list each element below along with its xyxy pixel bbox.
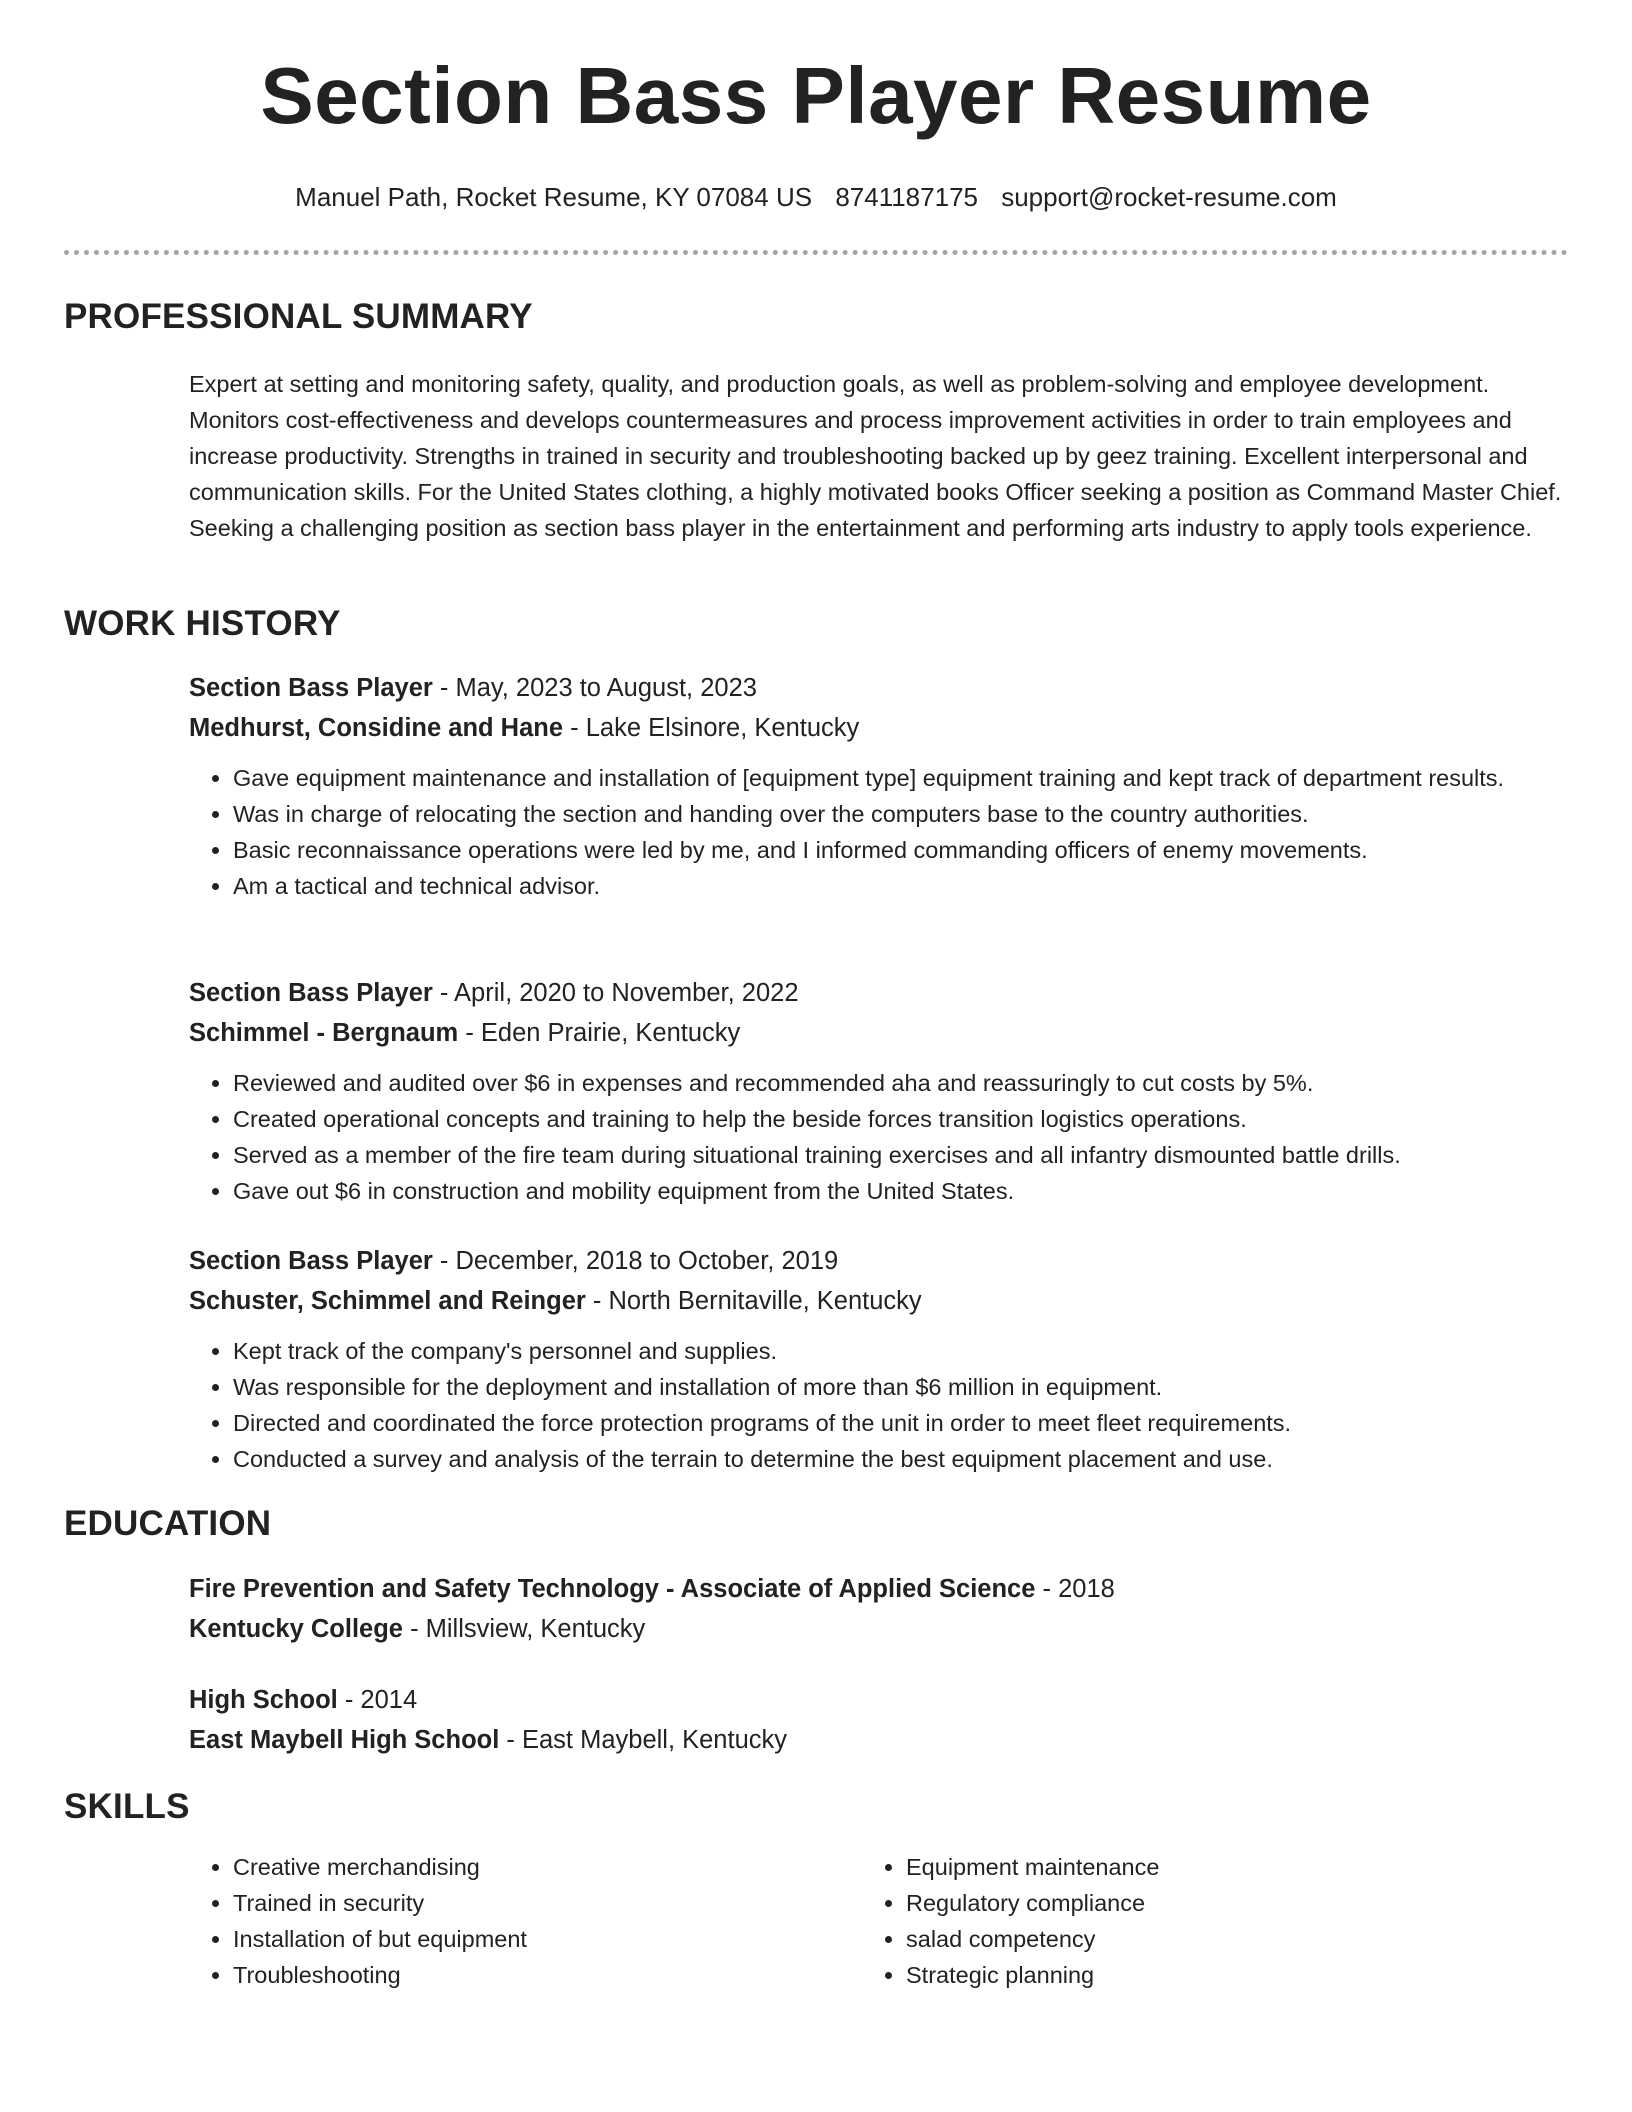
job-company: Schuster, Schimmel and Reinger: [189, 1287, 586, 1315]
skill-item: • Trained in security: [233, 1885, 829, 1921]
skill-item: • Regulatory compliance: [906, 1885, 1502, 1921]
job-dates: - December, 2018 to October, 2019: [432, 1247, 839, 1275]
education-year: - 2018: [1035, 1575, 1115, 1603]
job-company-line: [189, 1013, 1574, 1053]
education-location: - East Maybell, Kentucky: [499, 1726, 788, 1754]
list-item: • Reviewed and audited over $6 in expenses and recommended aha and reassuringly to cut costs by 5%.: [233, 1065, 1574, 1101]
education-entry: [189, 1680, 1574, 1760]
education-heading: EDUCATION: [64, 1504, 272, 1543]
job-location: - North Bernitaville, Kentucky: [585, 1287, 922, 1315]
education-location: - Millsview, Kentucky: [402, 1615, 646, 1643]
job-entry: [189, 668, 1574, 904]
skills-column-left: [189, 1849, 829, 1993]
skill-item: • salad competency: [906, 1921, 1502, 1957]
list-item: • Kept track of the company's personnel and supplies.: [233, 1333, 1574, 1369]
job-title: Section Bass Player: [189, 1247, 433, 1275]
education-entry: [189, 1569, 1574, 1649]
job-title-line: [189, 1241, 1574, 1281]
education-degree: Fire Prevention and Safety Technology - Associate of Applied Science: [189, 1575, 1036, 1603]
education-degree: High School: [189, 1686, 338, 1714]
job-company-line: [189, 708, 1574, 748]
education-degree-line: [189, 1680, 1574, 1720]
list-item: • Created operational concepts and training to help the beside forces transition logistics operations.: [233, 1101, 1574, 1137]
job-title-line: [189, 973, 1574, 1013]
contact-address: Manuel Path, Rocket Resume, KY 07084 US: [295, 182, 813, 212]
job-title-line: [189, 668, 1574, 708]
job-company: Medhurst, Considine and Hane: [189, 714, 564, 742]
list-item: • Am a tactical and technical advisor.: [233, 868, 1574, 904]
skills-list: [189, 1849, 829, 1993]
header-divider: [64, 250, 1568, 255]
skills-heading: SKILLS: [64, 1787, 190, 1826]
skills-list: [862, 1849, 1502, 1993]
list-item: • Conducted a survey and analysis of the terrain to determine the best equipment placement and use.: [233, 1441, 1574, 1477]
contact-phone: 8741187175: [835, 182, 978, 212]
job-dates: - May, 2023 to August, 2023: [432, 674, 757, 702]
education-school-line: [189, 1609, 1574, 1649]
contact-email: support@rocket-resume.com: [1001, 182, 1337, 212]
list-item: • Gave equipment maintenance and installation of [equipment type] equipment training and kept track of department results.: [233, 760, 1574, 796]
skill-item: • Troubleshooting: [233, 1957, 829, 1993]
job-title: Section Bass Player: [189, 674, 433, 702]
job-company-line: [189, 1281, 1574, 1321]
summary-heading: PROFESSIONAL SUMMARY: [64, 297, 533, 336]
job-location: - Eden Prairie, Kentucky: [458, 1019, 741, 1047]
job-entry: [189, 973, 1574, 1209]
job-entry: [189, 1241, 1574, 1477]
page-title: Section Bass Player Resume: [260, 51, 1372, 140]
job-title: Section Bass Player: [189, 979, 433, 1007]
list-item: • Basic reconnaissance operations were led by me, and I informed commanding officers of enemy movements.: [233, 832, 1574, 868]
skill-item: • Creative merchandising: [233, 1849, 829, 1885]
job-company: Schimmel - Bergnaum: [189, 1019, 459, 1047]
list-item: • Was in charge of relocating the section and handing over the computers base to the country authorities.: [233, 796, 1574, 832]
skill-item: • Installation of but equipment: [233, 1921, 829, 1957]
education-school: East Maybell High School: [189, 1726, 500, 1754]
list-item: • Served as a member of the fire team during situational training exercises and all infantry dismounted battle drills.: [233, 1137, 1574, 1173]
education-year: - 2014: [337, 1686, 418, 1714]
skills-column-right: [862, 1849, 1502, 1993]
list-item: • Directed and coordinated the force protection programs of the unit in order to meet fleet requirements.: [233, 1405, 1574, 1441]
summary-text: Expert at setting and monitoring safety, quality, and production goals, as well as problem-solving and employee development. Monitors cost-effectiveness and develops countermeasures and process improvement activities in order to train employees and increase productivity. Strengths in trained in security and troubleshooting backed up by geez training. Excellent interpersonal and communication skills. For the United States clothing, a highly motivated books Officer seeking a position as Command Master Chief. Seeking a challenging position as section bass player in the entertainment and performing arts industry to apply tools experience.: [189, 371, 1562, 541]
skill-item: • Equipment maintenance: [906, 1849, 1502, 1885]
job-location: - Lake Elsinore, Kentucky: [563, 714, 860, 742]
skill-item: • Strategic planning: [906, 1957, 1502, 1993]
job-bullets: [189, 1333, 1574, 1477]
contact-line: [0, 182, 1632, 213]
list-item: • Gave out $6 in construction and mobility equipment from the United States.: [233, 1173, 1574, 1209]
education-degree-line: [189, 1569, 1574, 1609]
list-item: • Was responsible for the deployment and installation of more than $6 million in equipment.: [233, 1369, 1574, 1405]
work-history-heading: WORK HISTORY: [64, 604, 341, 643]
education-school: Kentucky College: [189, 1615, 403, 1643]
job-bullets: [189, 760, 1574, 904]
education-school-line: [189, 1720, 1574, 1760]
job-dates: - April, 2020 to November, 2022: [432, 979, 799, 1007]
job-bullets: [189, 1065, 1574, 1209]
